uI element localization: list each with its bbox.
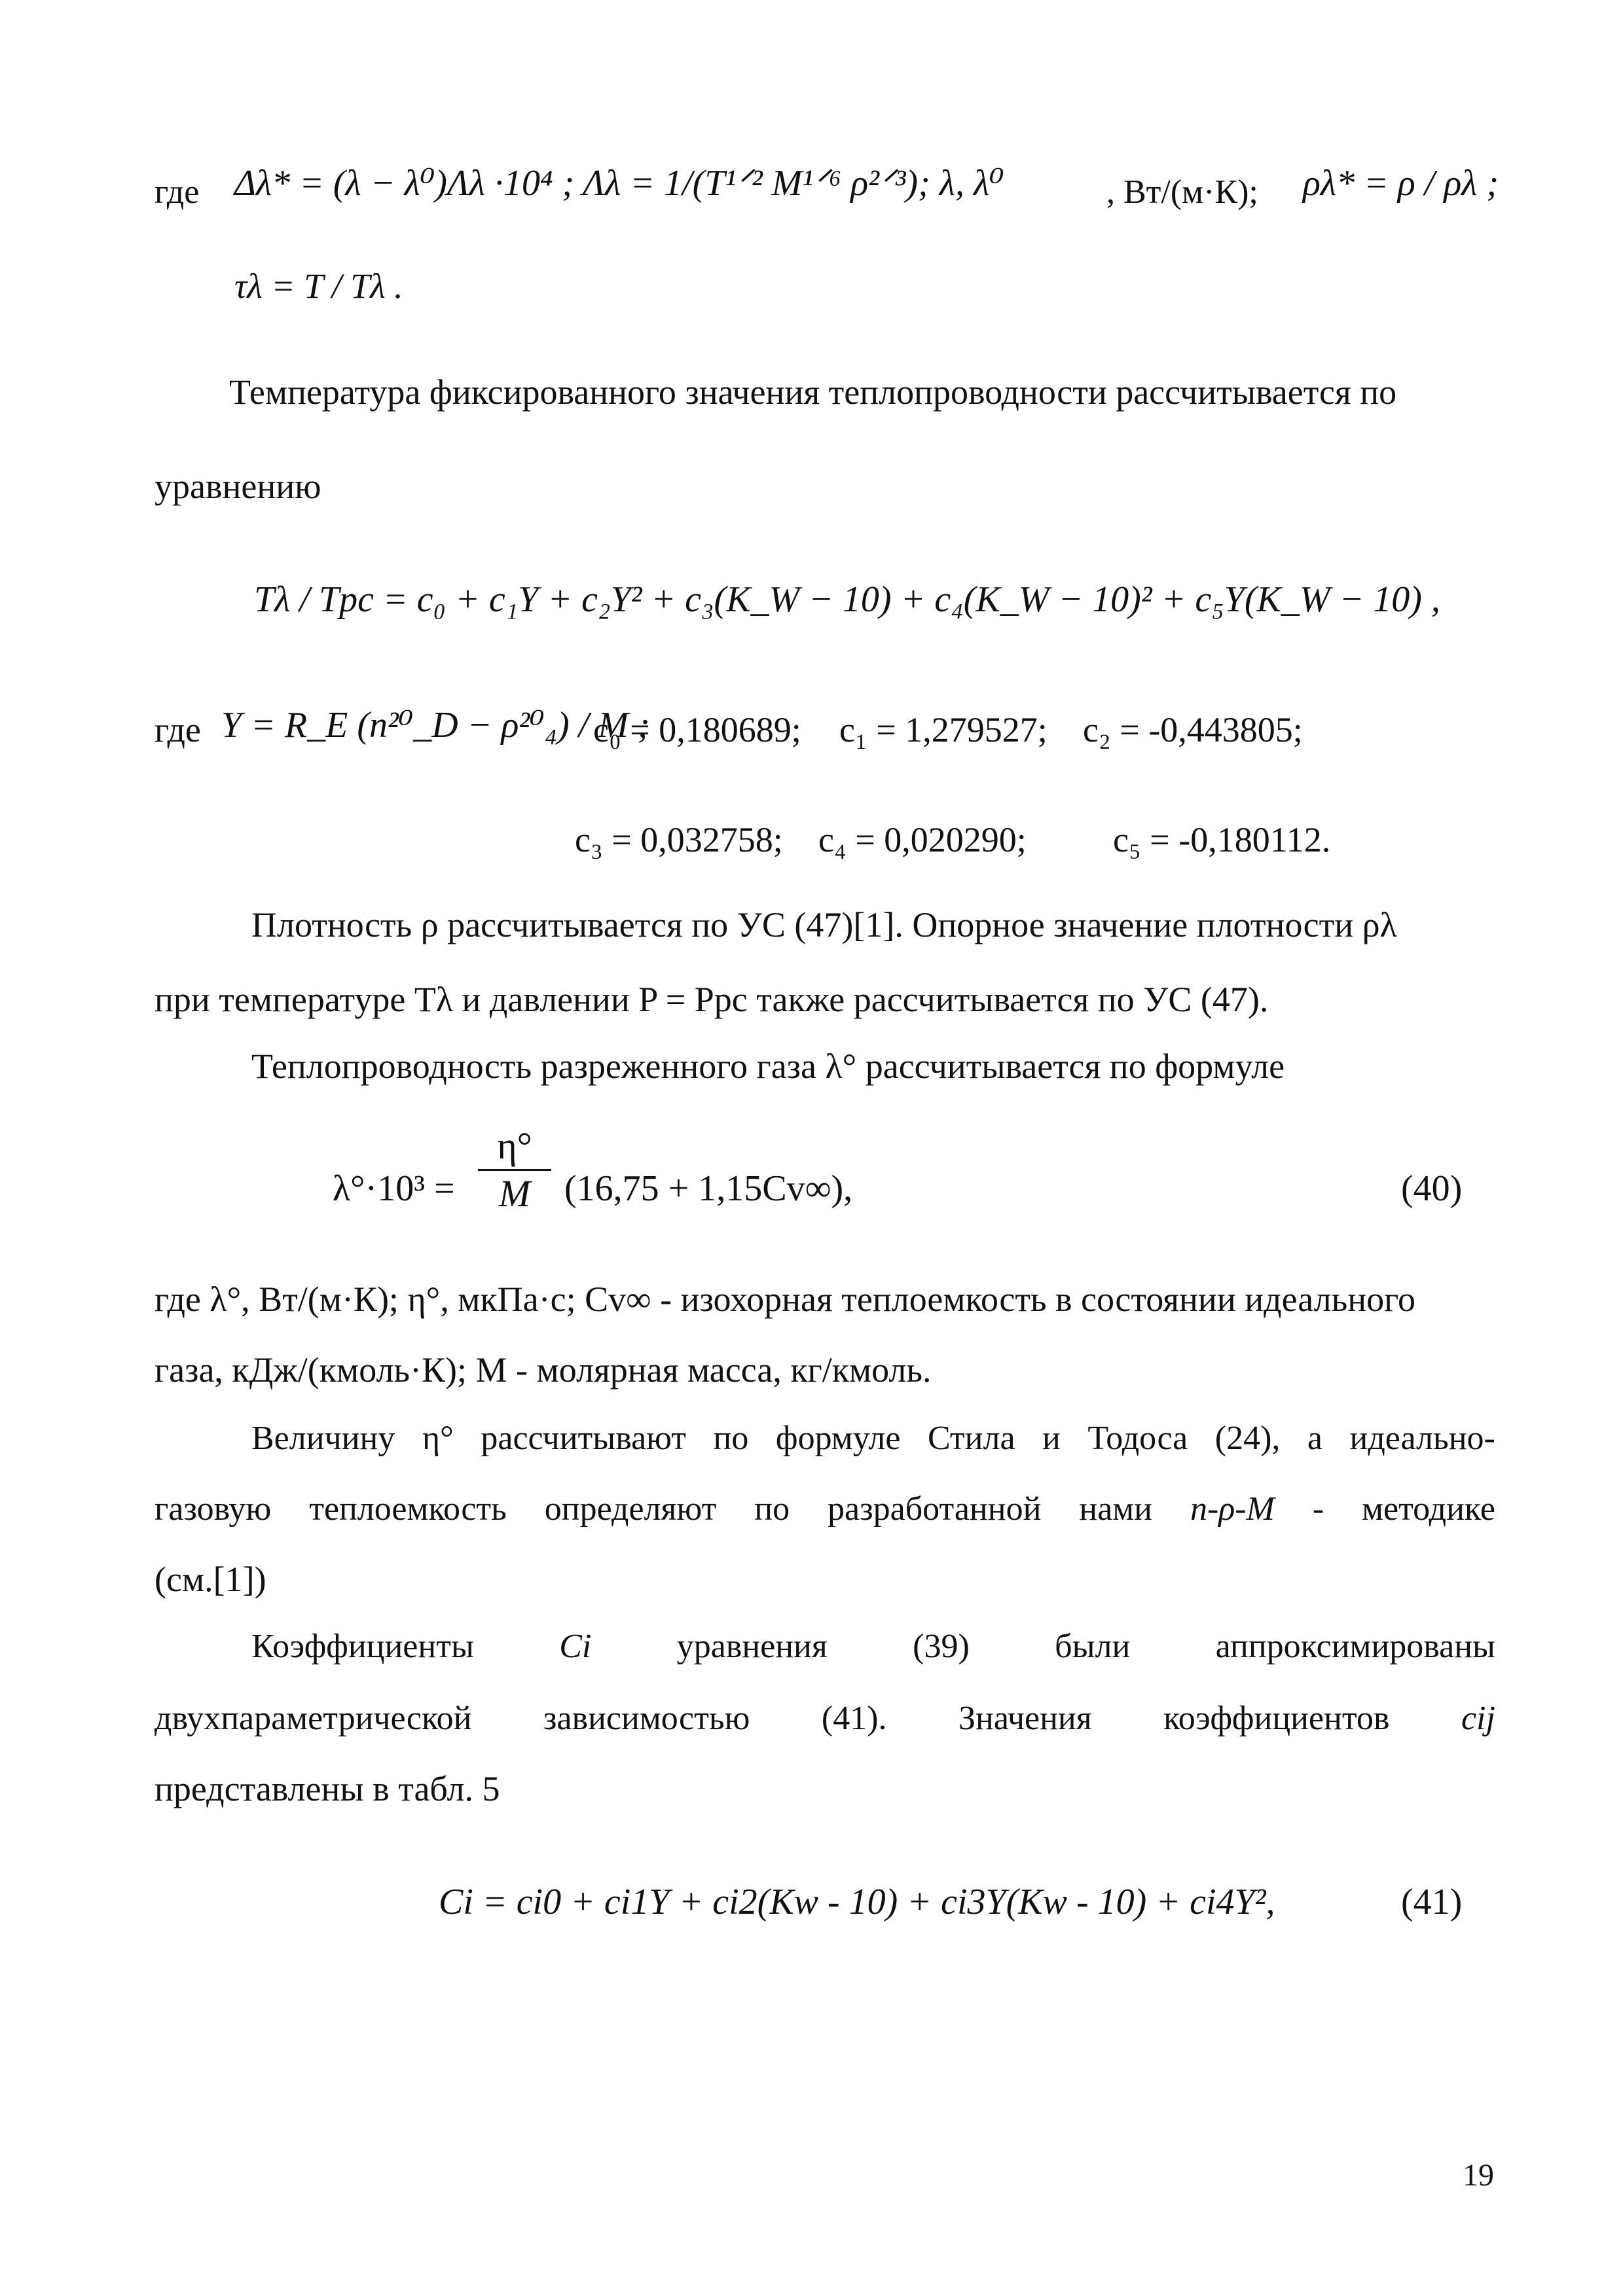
paragraph-viscosity-line-2 [155,1492,1495,1526]
where-label-2: где [155,710,201,749]
word: и [1042,1420,1061,1457]
equation-40-fraction [478,1124,551,1215]
equation-40-label: (40) [1401,1168,1463,1209]
word: аппроксимированы [1215,1628,1495,1665]
equation-40-left: λ°·10³ = [333,1168,455,1209]
word: Величину [251,1420,395,1457]
word: определяют [544,1490,717,1528]
word: (41). [821,1700,887,1737]
word: теплоемкость [309,1490,507,1528]
paragraph-coefficients-line-3: представлены в табл. 5 [155,1769,500,1808]
word: по [754,1490,790,1528]
word: уравнения [676,1628,828,1665]
word: методике [1362,1490,1495,1528]
paragraph-where-lambda-line-1: где λ°, Вт/(м·К); η°, мкПа·с; Cv∞ - изохорная теплоемкость в состоянии идеального [155,1280,1415,1319]
paragraph-coefficients-line-1 [251,1630,1495,1664]
where-label-1: где [155,173,200,211]
word: Коэффициенты [251,1628,474,1665]
word: Тодоса [1087,1420,1188,1457]
equation-41-label: (41) [1401,1882,1463,1922]
word: Значения [958,1700,1092,1737]
units-thermal-conductivity: , Вт/(м·К); [1106,173,1258,211]
word: (39) [913,1628,970,1665]
paragraph-where-lambda-line-2: газа, кДж/(кмоль·К); M - молярная масса, кг/кмоль. [155,1350,932,1390]
paragraph-viscosity-line-1 [251,1422,1495,1456]
page-number: 19 [1463,2158,1494,2193]
equation-delta-lambda: Δλ* = (λ − λ⁰)Λλ ·10⁴ ; Λλ = 1/(T¹ᐟ² M¹ᐟ⁶ ρ²ᐟ³); λ, λ⁰ [234,163,1004,204]
paragraph-density-line-2: при температуре Tλ и давлении P = Ppc также рассчитывается по УС (47). [155,980,1269,1019]
word: формуле [775,1420,901,1457]
word: коэффициентов [1163,1700,1390,1737]
word: η° [422,1420,454,1457]
equation-41: Ci = ci0 + ci1Y + ci2(Kw - 10) + ci3Y(Kw - 10) + ci4Y², [439,1882,1275,1922]
word: разработанной [828,1490,1042,1528]
word: были [1055,1628,1131,1665]
coefficient-c1: c₁ = 1,279527; [839,710,1048,749]
word: а [1307,1420,1322,1457]
paragraph-coefficients-line-2 [155,1702,1495,1736]
equation-temperature: Tλ / Tpc = c₀ + c₁Y + c₂Y² + c₃(K_W − 10) + c₄(K_W − 10)² + c₅Y(K_W − 10) , [254,579,1440,620]
word: n-ρ-M [1190,1490,1275,1528]
word: рассчитывают [481,1420,687,1457]
word: двухпараметрической [155,1700,472,1737]
word: (24), [1214,1420,1281,1457]
equation-rho-reduced: ρλ* = ρ / ρλ ; [1303,163,1499,204]
coefficient-c5: c₅ = -0,180112. [1113,820,1331,859]
word: газовую [155,1490,272,1528]
word: Ci [559,1628,592,1665]
word: Стила [927,1420,1015,1457]
equation-40-right: (16,75 + 1,15Cv∞), [564,1168,853,1209]
coefficient-c4: c₄ = 0,020290; [818,820,1027,859]
word: - [1312,1490,1324,1528]
word: нами [1079,1490,1153,1528]
word: идеально- [1349,1420,1495,1457]
coefficient-c3: c₃ = 0,032758; [575,820,783,859]
coefficient-c2: c₂ = -0,443805; [1083,710,1303,749]
word: зависимостью [543,1700,750,1737]
paragraph-rarefied-gas: Теплопроводность разреженного газа λ° рассчитывается по формуле [251,1047,1285,1086]
equation-40-denominator: M [498,1172,531,1215]
word: по [713,1420,749,1457]
paragraph-viscosity-line-3: (см.[1]) [155,1560,266,1599]
paragraph-temperature-line-1: Температура фиксированного значения теплопроводности рассчитывается по [229,372,1397,412]
equation-Y: Y = R_E (n²⁰_D − ρ²⁰₄) / M ; [221,705,650,745]
paragraph-density-line-1: Плотность ρ рассчитывается по УС (47)[1]. Опорное значение плотности ρλ [251,905,1397,944]
equation-40-numerator: η° [478,1127,551,1171]
paragraph-temperature-line-2: уравнению [155,467,321,506]
coefficient-c0: c₀ = 0,180689; [593,710,801,749]
word: cij [1461,1700,1495,1737]
equation-tau: τλ = T / Tλ . [234,266,403,306]
